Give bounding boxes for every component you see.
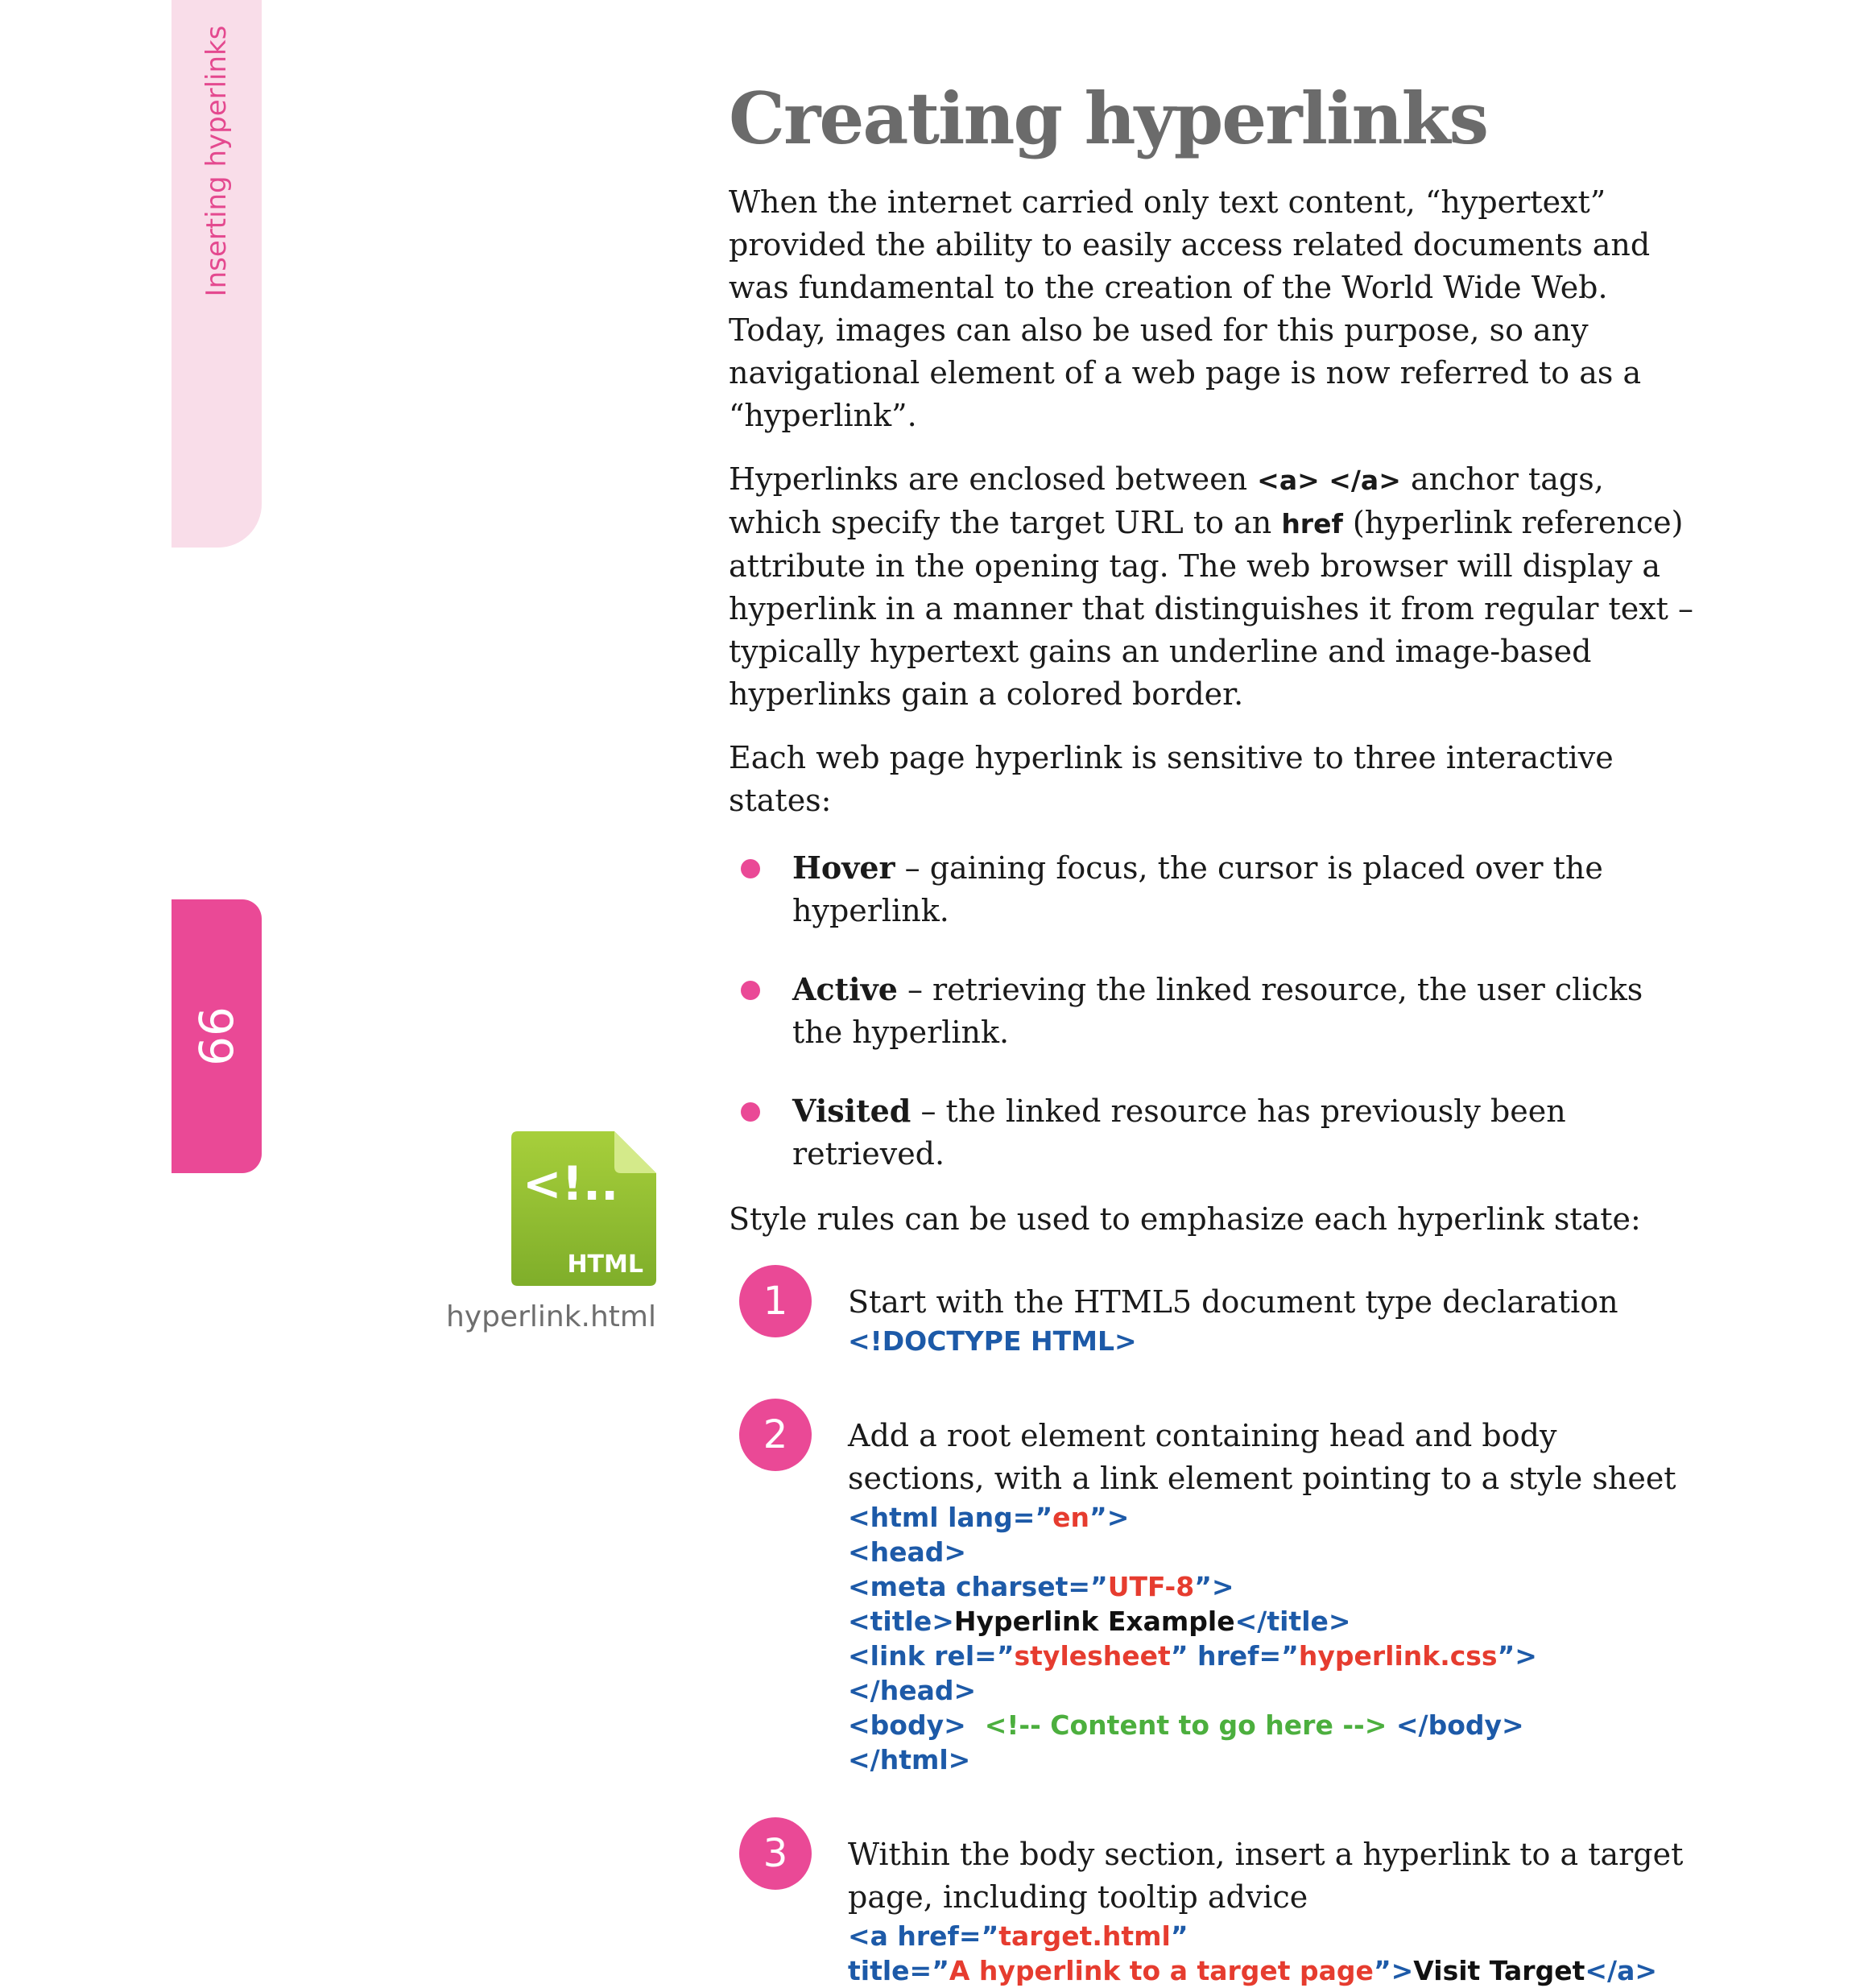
code-token: stylesheet [1014,1640,1171,1672]
term: Active [792,971,898,1007]
list-item [729,968,1695,1054]
code-token: title=” [848,1955,949,1986]
step-number-badge: 2 [739,1399,812,1471]
code-token: hyperlink.css [1298,1640,1498,1672]
code-token: <meta charset=” [848,1571,1108,1602]
code-block [848,1919,1695,1988]
code-token: </body> [1387,1709,1524,1741]
list-item [729,846,1695,932]
code-token: ”> [1497,1640,1537,1672]
html-file-icon [511,1131,656,1286]
step-3 [729,1817,1695,1988]
description: – the linked resource has previously been retrieved. [792,1093,1566,1172]
code-line: <!DOCTYPE HTML> [848,1325,1137,1357]
code-token: target.html [998,1920,1171,1952]
code-token: <body> [848,1709,966,1741]
anchor-tag-code: <a> </a> [1257,465,1401,496]
page-content [729,76,1695,1988]
code-token: ” [1170,1920,1188,1952]
code-token: A hyperlink to a target page [949,1955,1374,1986]
section-tab [172,0,262,548]
bullet-icon [741,981,760,1000]
code-block [848,1500,1695,1777]
states-list [729,846,1695,1176]
step-2 [729,1399,1695,1777]
code-block [848,1324,1695,1358]
code-token: Hyperlink Example [953,1606,1235,1637]
code-token: <head> [848,1536,967,1568]
description: – gaining focus, the cursor is placed over the hyperlink. [792,850,1603,928]
code-token: </a> [1585,1955,1657,1986]
icon-glyph: <!.. [523,1156,619,1211]
style-rules-paragraph: Style rules can be used to emphasize each hyperlink state: [729,1201,1641,1237]
href-code: href [1281,508,1343,539]
page-number: 66 [189,1006,244,1066]
code-token: ”> [1373,1955,1414,1986]
icon-type-label: HTML [567,1250,643,1279]
term: Visited [792,1093,911,1129]
code-token: ”> [1089,1502,1130,1533]
code-token: <title> [848,1606,954,1637]
description: – retrieving the linked resource, the user clicks the hyperlink. [792,972,1643,1050]
code-token: ”> [1194,1571,1234,1602]
code-comment: <!-- Content to go here --> [965,1709,1387,1741]
section-label: Inserting hyperlinks [200,25,233,297]
code-token: ” href=” [1170,1640,1299,1672]
code-token: <a href=” [848,1920,999,1952]
step-text: Add a root element containing head and body sections, with a link element pointing to a style sheet [848,1418,1676,1496]
step-text: Within the body section, insert a hyperlink to a target page, including tooltip advice [848,1837,1684,1915]
code-token: </html> [848,1744,971,1775]
code-token: </title> [1234,1606,1351,1637]
step-text: Start with the HTML5 document type declaration [848,1284,1618,1320]
code-token: </head> [848,1675,977,1706]
file-caption: hyperlink.html [445,1300,656,1333]
bullet-icon [741,1102,760,1122]
step-number-badge: 1 [739,1265,812,1337]
code-token: en [1052,1502,1090,1533]
bullet-icon [741,859,760,878]
list-item [729,1089,1695,1176]
text-run: anchor tags, which specify the target URL to an [729,461,1604,540]
text-run: (hyperlink reference) attribute in the opening tag. The web browser will display a hyperlink in a manner that distinguishes it from regular text – typically hypertext gains an underline and image-based hyperlinks gain a colored border. [729,505,1694,712]
page-number-tab [172,899,262,1173]
states-intro: Each web page hyperlink is sensitive to three interactive states: [729,740,1614,818]
step-number-badge: 3 [739,1817,812,1890]
term: Hover [792,849,895,886]
code-token: <html lang=” [848,1502,1053,1533]
code-token: UTF-8 [1107,1571,1195,1602]
anchor-paragraph [729,458,1695,716]
code-token: <link rel=” [848,1640,1015,1672]
page-title: Creating hyperlinks [729,76,1487,160]
intro-paragraph: When the internet carried only text content, “hypertext” provided the ability to easily access related documents and was fundamental to the creation of the World Wide Web. Today, images can also be used for this purpose, so any navigational element of a web page is now referred to as a “hyperlink”. [729,184,1651,433]
code-token: Visit Target [1413,1955,1585,1986]
text-run: Hyperlinks are enclosed between [729,461,1258,497]
step-1 [729,1265,1695,1358]
